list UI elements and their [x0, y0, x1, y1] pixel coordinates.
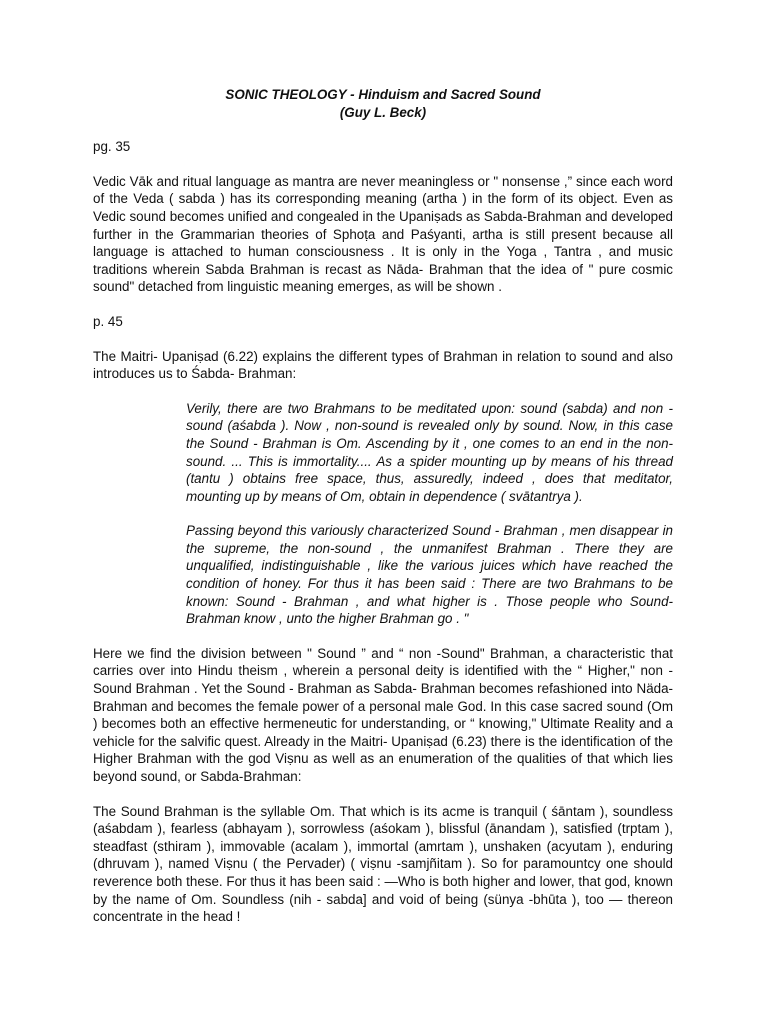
paragraph-maitri-intro: The Maitri- Upaniṣad (6.22) explains the different types of Brahman in relation to sound and also introduces us to Śabda- Brahman: [93, 348, 673, 382]
document-author: (Guy L. Beck) [339, 104, 427, 120]
paragraph-vedic-vak: Vedic Vāk and ritual language as mantra are never meaningless or " nonsense ,” since each word of the Veda ( sabda ) has its corresponding meaning (artha ) in the form of its object. Even as Vedic sound becomes unified and congealed in the Upaniṣads as Sabda-Brahman and developed further in the Grammarian theories of Sphoṭa and Paśyanti, artha is still present because all language is attached to human consciousness . It is only in the Yoga , Tantra , and music traditions wherein Sabda Brahman is recast as Nāda- Brahman that the idea of " pure cosmic sound" detached from linguistic meaning emerges, as will be shown . [93, 173, 673, 295]
page-reference-35: pg. 35 [93, 139, 131, 155]
page-reference-45: p. 45 [93, 313, 123, 329]
document-page [93, 86, 673, 926]
paragraph-division: Here we find the division between " Sound ” and “ non -Sound" Brahman, a characteristic that carries over into Hindu theism , wherein a personal deity is identified with the “ Higher," non -Sound Brahman . Yet the Sound - Brahman as Sabda- Brahman becomes refashioned into Näda- Brahman and becomes the female power of a personal male God. In this case sacred sound (Om ) becomes both an effective hermeneutic for understanding, or “ knowing," Ultimate Reality and a vehicle for the salvific quest. Already in the Maitri- Upaniṣad (6.23) there is the identification of the Higher Brahman with the god Viṣnu as well as an enumeration of the qualities of that which lies beyond sound, or Sabda-Brahman: [93, 645, 673, 784]
block-quote-two-brahmans: Verily, there are two Brahmans to be meditated upon: sound (sabda) and non - sound (aśabda ). Now , non-sound is revealed only by sound. Now, in this case the Sound - Brahman is Om. Ascending by it , one comes to an end in the non-sound. ... This is immortality.... As a spider mounting up by means of his thread (tantu ) obtains free space, thus, assuredly, indeed , does that meditator, mounting up by means of Om, obtain in dependence ( svātantrya ). [186, 400, 673, 504]
block-quote-passing-beyond: Passing beyond this variously characterized Sound - Brahman , men disappear in the supreme, the non-sound , the unmanifest Brahman . There they are unqualified, indistinguishable , like the various juices which have reached the condition of honey. For thus it has been said : There are two Brahmans to be known: Sound - Brahman , and what higher is . Those people who Sound-Brahman know , unto the higher Brahman go . " [186, 523, 673, 627]
document-title: SONIC THEOLOGY - Hinduism and Sacred Sound [225, 87, 541, 102]
paragraph-sound-brahman: The Sound Brahman is the syllable Om. That which is its acme is tranquil ( śāntam ), soundless (aśabdam ), fearless (abhayam ), sorrowless (aśokam ), blissful (ānandam ), satisfied (trptam ), steadfast (sthiram ), immovable (acalam ), immortal (amrtam ), unshaken (acyutam ), enduring (dhruvam ), named Viṣnu ( the Pervader) ( viṣnu -samjñitam ). So for paramountcy one should reverence both these. For thus it has been said : —Who is both higher and lower, that god, known by the name of Om. Soundless (nih - sabda] and void of being (sünya -bhūta ), too — thereon concentrate in the head ! [93, 803, 673, 925]
